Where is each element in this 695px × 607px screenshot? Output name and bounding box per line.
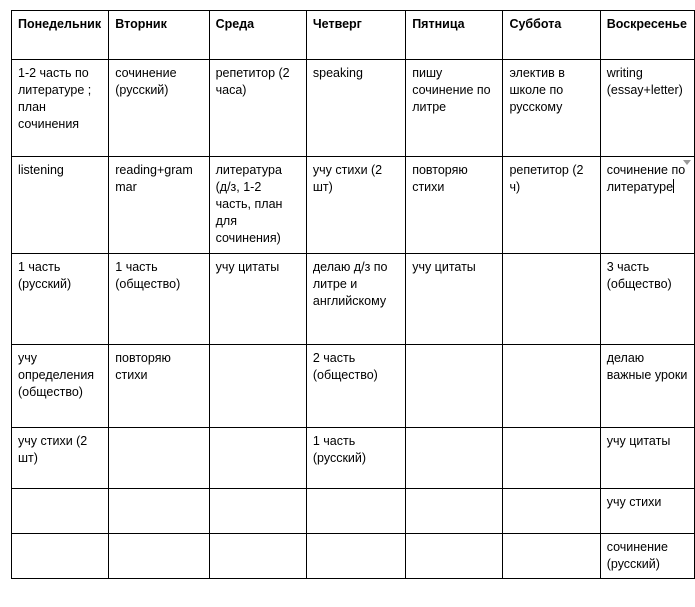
cell-r4-c0[interactable]: учу стихи (2 шт) xyxy=(12,428,109,489)
cell-r4-c3[interactable]: 1 часть (русский) xyxy=(306,428,405,489)
cell-r6-c6[interactable]: сочинение (русский) xyxy=(600,534,694,579)
cell-r3-c3[interactable]: 2 часть (общество) xyxy=(306,345,405,428)
cell-r3-c2[interactable] xyxy=(209,345,306,428)
cell-r4-c6[interactable]: учу цитаты xyxy=(600,428,694,489)
cell-r3-c0[interactable]: учу определения (общество) xyxy=(12,345,109,428)
cell-r3-c6[interactable]: делаю важные уроки xyxy=(600,345,694,428)
cell-r6-c1[interactable] xyxy=(109,534,209,579)
column-header-tuesday[interactable]: Вторник xyxy=(109,11,209,60)
cell-r0-c5[interactable]: электив в школе по русскому xyxy=(503,60,600,157)
cell-r2-c2[interactable]: учу цитаты xyxy=(209,254,306,345)
cell-r2-c6[interactable]: 3 часть (общество) xyxy=(600,254,694,345)
cell-r0-c2[interactable]: репетитор (2 часа) xyxy=(209,60,306,157)
column-header-saturday[interactable]: Суббота xyxy=(503,11,600,60)
cell-r5-c4[interactable] xyxy=(406,489,503,534)
cell-text: сочинение по литературе xyxy=(606,163,686,194)
cell-r1-c1[interactable]: reading+grammar xyxy=(109,157,209,254)
cell-r0-c4[interactable]: пишу сочинение по литре xyxy=(406,60,503,157)
cell-r1-c2[interactable]: литература (д/з, 1-2 часть, план для сочинения) xyxy=(209,157,306,254)
cell-r5-c5[interactable] xyxy=(503,489,600,534)
table-row xyxy=(12,489,695,534)
cell-r3-c4[interactable] xyxy=(406,345,503,428)
table-row xyxy=(12,60,695,157)
cell-r5-c3[interactable] xyxy=(306,489,405,534)
column-header-thursday[interactable]: Четверг xyxy=(306,11,405,60)
weekly-schedule-table xyxy=(11,10,695,579)
cell-r6-c5[interactable] xyxy=(503,534,600,579)
cell-r6-c2[interactable] xyxy=(209,534,306,579)
cell-r3-c1[interactable]: повторяю стихи xyxy=(109,345,209,428)
cell-r5-c6[interactable]: учу стихи xyxy=(600,489,694,534)
cell-r4-c5[interactable] xyxy=(503,428,600,489)
cell-r0-c6[interactable]: writing (essay+letter) xyxy=(600,60,694,157)
table-row xyxy=(12,428,695,489)
cell-r1-c5[interactable]: репетитор (2 ч) xyxy=(503,157,600,254)
cell-r6-c0[interactable] xyxy=(12,534,109,579)
cell-r1-c3[interactable]: учу стихи (2 шт) xyxy=(306,157,405,254)
column-header-friday[interactable]: Пятница xyxy=(406,11,503,60)
cell-r6-c3[interactable] xyxy=(306,534,405,579)
cell-r0-c1[interactable]: сочинение (русский) xyxy=(109,60,209,157)
cell-r5-c0[interactable] xyxy=(12,489,109,534)
cell-r3-c5[interactable] xyxy=(503,345,600,428)
cell-r2-c5[interactable] xyxy=(503,254,600,345)
cell-r1-c4[interactable]: повторяю стихи xyxy=(406,157,503,254)
text-cursor xyxy=(673,179,674,193)
table-header-row xyxy=(12,11,695,60)
cell-r1-c6-active[interactable] xyxy=(600,157,694,254)
column-header-monday[interactable]: Понедельник xyxy=(12,11,109,60)
column-header-sunday[interactable]: Воскресенье xyxy=(600,11,694,60)
cell-r4-c1[interactable] xyxy=(109,428,209,489)
cell-r0-c3[interactable]: speaking xyxy=(306,60,405,157)
cell-r2-c0[interactable]: 1 часть (русский) xyxy=(12,254,109,345)
cell-r2-c1[interactable]: 1 часть (общество) xyxy=(109,254,209,345)
cell-r1-c0[interactable]: listening xyxy=(12,157,109,254)
column-header-wednesday[interactable]: Среда xyxy=(209,11,306,60)
cell-r6-c4[interactable] xyxy=(406,534,503,579)
cell-r5-c1[interactable] xyxy=(109,489,209,534)
cell-r4-c4[interactable] xyxy=(406,428,503,489)
cell-r0-c0[interactable]: 1-2 часть по литературе ; план сочинения xyxy=(12,60,109,157)
table-row xyxy=(12,534,695,579)
cell-r4-c2[interactable] xyxy=(209,428,306,489)
cell-r2-c4[interactable]: учу цитаты xyxy=(406,254,503,345)
cell-r2-c3[interactable]: делаю д/з по литре и английскому xyxy=(306,254,405,345)
table-row xyxy=(12,254,695,345)
chevron-down-icon[interactable] xyxy=(683,160,691,165)
cell-r5-c2[interactable] xyxy=(209,489,306,534)
table-row xyxy=(12,345,695,428)
table-row xyxy=(12,157,695,254)
